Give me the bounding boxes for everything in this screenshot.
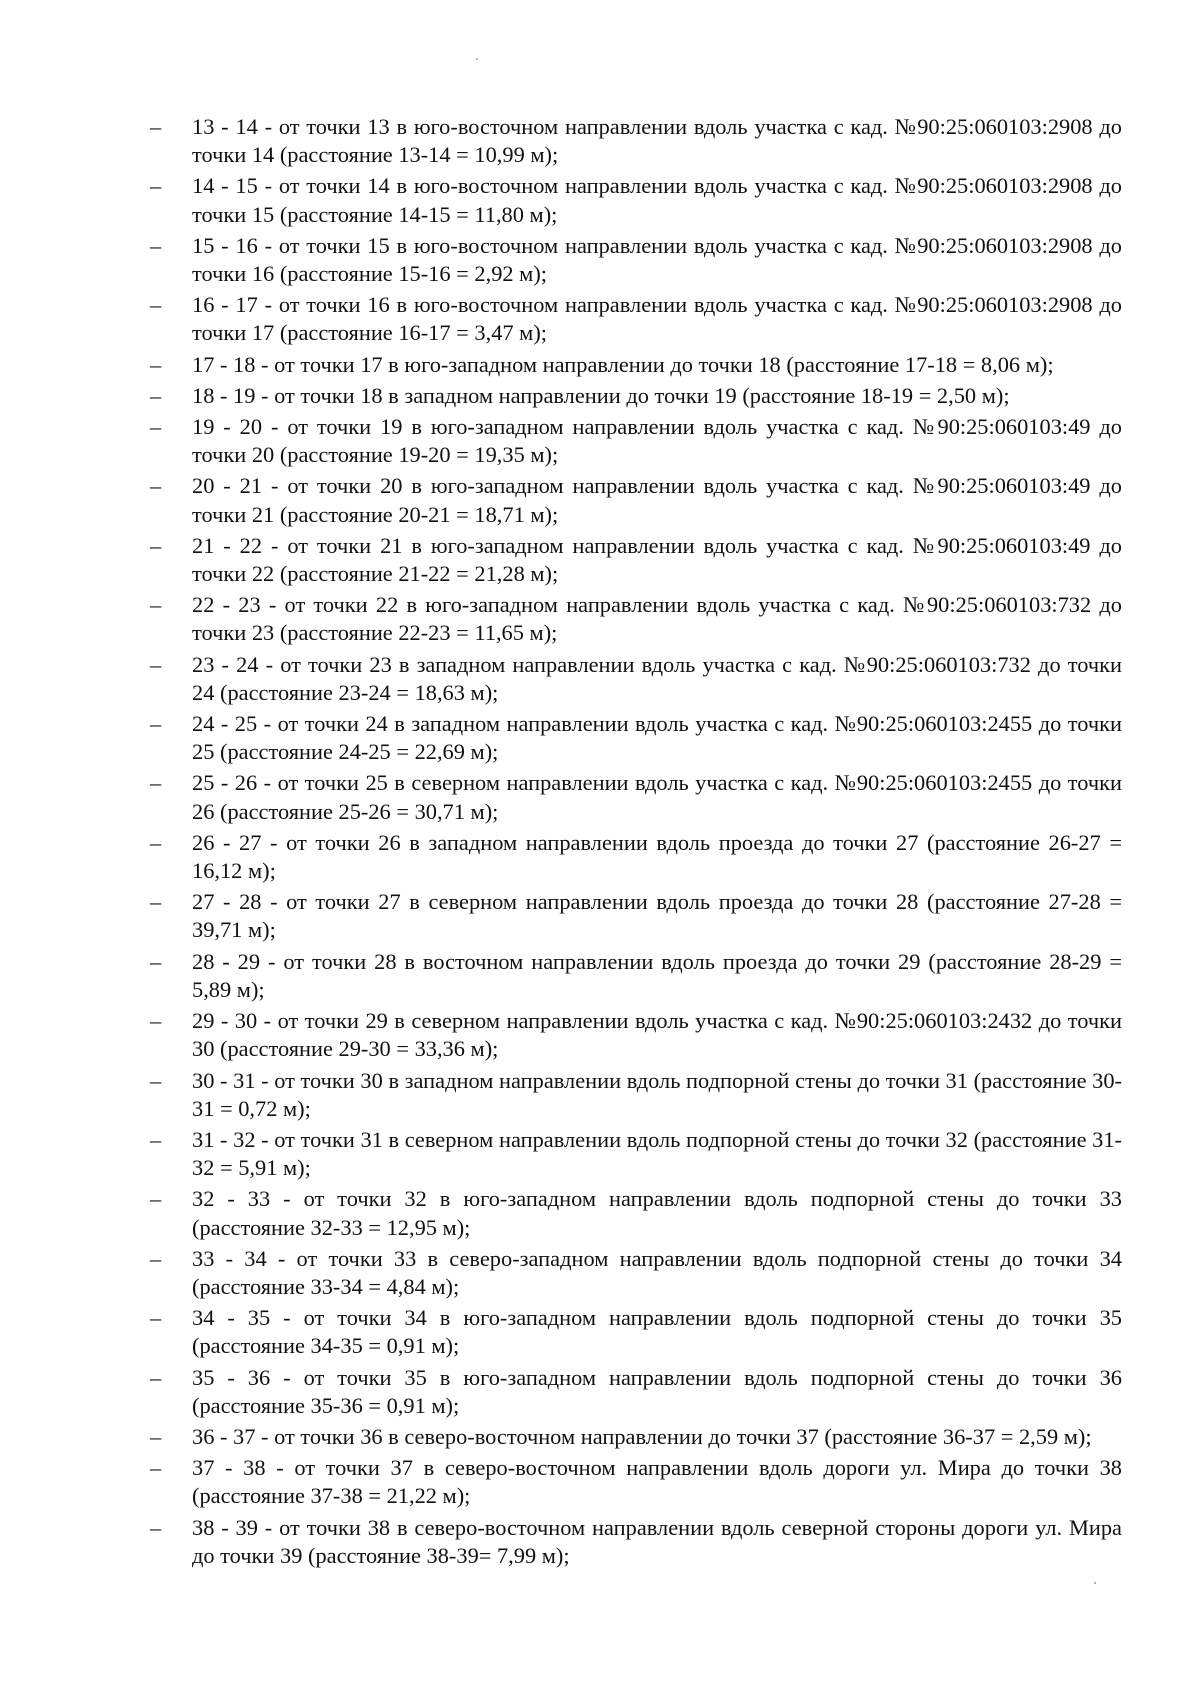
list-item [150,1007,1122,1063]
list-item-text: 20 - 21 - от точки 20 в юго-западном направлении вдоль участка с кад. №90:25:060103:49 до точки 21 (расстояние 20-21 = 18,71 м); [192,473,1122,527]
list-item [150,829,1122,885]
list-item-text: 32 - 33 - от точки 32 в юго-западном направлении вдоль подпорной стены до точки 33 (расстояние 32-33 = 12,95 м); [192,1186,1122,1240]
list-item-text: 26 - 27 - от точки 26 в западном направлении вдоль проезда до точки 27 (расстояние 26-27 = 16,12 м); [192,829,1122,884]
list-dash: – [150,473,162,499]
list-item [150,769,1122,825]
list-item-text: 22 - 23 - от точки 22 в юго-западном направлении вдоль участка с кад. №90:25:060103:732 до точки 23 (расстояние 22-23 = 11,65 м); [192,592,1122,646]
list-item-text: 25 - 26 - от точки 25 в северном направлении вдоль участка с кад. №90:25:060103:2455 до точки 26 (расстояние 25-26 = 30,71 м); [192,770,1122,824]
list-dash: – [150,1186,162,1212]
list-item-text: 37 - 38 - от точки 37 в северо-восточном направлении вдоль дороги ул. Мира до точки 38 (расстояние 37-38 = 21,22 м); [192,1455,1122,1509]
list-item [150,948,1122,1004]
list-item-text: 33 - 34 - от точки 33 в северо-западном направлении вдоль подпорной стены до точки 34 (расстояние 33-34 = 4,84 м); [192,1245,1122,1299]
list-dash: – [150,1008,162,1034]
list-item [150,1245,1122,1301]
list-item [150,1364,1122,1420]
list-item [150,591,1122,647]
list-item-text: 28 - 29 - от точки 28 в восточном направлении вдоль проезда до точки 29 (расстояние 28-29 = 5,89 м); [192,948,1122,1002]
list-item-text: 14 - 15 - от точки 14 в юго-восточном направлении вдоль участка с кад. №90:25:060103:2908 до точки 15 (расстояние 14-15 = 11,80 м); [192,173,1122,227]
list-dash: – [150,382,162,408]
list-item-text: 21 - 22 - от точки 21 в юго-западном направлении вдоль участка с кад. №90:25:060103:49 до точки 22 (расстояние 21-22 = 21,28 м); [192,532,1122,587]
list-item [150,1423,1122,1451]
list-item-text: 27 - 28 - от точки 27 в северном направлении вдоль проезда до точки 28 (расстояние 27-28 = 39,71 м); [192,889,1122,943]
boundary-description-list [150,113,1122,1573]
list-item-text: 30 - 31 - от точки 30 в западном направлении вдоль подпорной стены до точки 31 (расстояние 30-31 = 0,72 м); [192,1067,1122,1121]
list-item-text: 31 - 32 - от точки 31 в северном направлении вдоль подпорной стены до точки 32 (расстояние 31-32 = 5,91 м); [192,1126,1122,1181]
list-dash: – [150,770,162,796]
list-dash: – [150,1423,162,1449]
list-item [150,172,1122,228]
list-item [150,472,1122,528]
list-item-text: 16 - 17 - от точки 16 в юго-восточном направлении вдоль участка с кад. №90:25:060103:2908 до точки 17 (расстояние 16-17 = 3,47 м); [192,292,1122,346]
list-dash: – [150,651,162,677]
list-dash: – [150,889,162,915]
list-item [150,413,1122,469]
list-dash: – [150,532,162,558]
list-dash: – [150,592,162,618]
list-dash: – [150,351,162,377]
list-dash: – [150,114,162,139]
list-dash: – [150,1067,162,1093]
list-item-text: 36 - 37 - от точки 36 в северо-восточном направлении до точки 37 (расстояние 36-37 = 2,59 м); [192,1423,1092,1449]
list-item [150,1454,1122,1510]
list-dash: – [150,232,162,258]
list-item-text: 17 - 18 - от точки 17 в юго-западном направлении до точки 18 (расстояние 17-18 = 8,06 м); [192,351,1054,377]
list-dash: – [150,829,162,855]
list-dash: – [150,1514,162,1540]
list-dash: – [150,173,162,199]
list-item [150,1185,1122,1241]
list-item-text: 35 - 36 - от точки 35 в юго-западном направлении вдоль подпорной стены до точки 36 (расстояние 35-36 = 0,91 м); [192,1364,1122,1418]
list-item [150,1067,1122,1123]
list-item-text: 18 - 19 - от точки 18 в западном направлении до точки 19 (расстояние 18-19 = 2,50 м); [192,382,1010,408]
list-item [150,1126,1122,1182]
list-dash: – [150,292,162,318]
list-item-text: 15 - 16 - от точки 15 в юго-восточном направлении вдоль участка с кад. №90:25:060103:2908 до точки 16 (расстояние 15-16 = 2,92 м); [192,232,1122,287]
list-item [150,232,1122,288]
list-item [150,1304,1122,1360]
list-item [150,651,1122,707]
list-dash: – [150,1245,162,1271]
list-dash: – [150,1364,162,1390]
list-item-text: 34 - 35 - от точки 34 в юго-западном направлении вдоль подпорной стены до точки 35 (расстояние 34-35 = 0,91 м); [192,1305,1122,1359]
list-item-text: 29 - 30 - от точки 29 в северном направлении вдоль участка с кад. №90:25:060103:2432 до точки 30 (расстояние 29-30 = 33,36 м); [192,1008,1122,1062]
list-dash: – [150,1126,162,1152]
list-item [150,291,1122,347]
list-item-text: 38 - 39 - от точки 38 в северо-восточном направлении вдоль северной стороны дороги ул. Мира до точки 39 (расстояние 38-39= 7,99 м); [192,1514,1122,1568]
list-item [150,1514,1122,1570]
list-item [150,113,1122,169]
list-item-text: 13 - 14 - от точки 13 в юго-восточном направлении вдоль участка с кад. №90:25:060103:2908 до точки 14 (расстояние 13-14 = 10,99 м); [192,114,1122,168]
list-dash: – [150,711,162,737]
list-dash: – [150,1455,162,1481]
list-item [150,888,1122,944]
scan-speck [476,58,478,60]
list-item [150,351,1122,379]
list-item-text: 19 - 20 - от точки 19 в юго-западном направлении вдоль участка с кад. №90:25:060103:49 до точки 20 (расстояние 19-20 = 19,35 м); [192,414,1122,468]
scan-speck [1094,1582,1096,1584]
list-item [150,382,1122,410]
list-item [150,710,1122,766]
list-dash: – [150,948,162,974]
list-dash: – [150,414,162,440]
list-dash: – [150,1305,162,1331]
list-item-text: 24 - 25 - от точки 24 в западном направлении вдоль участка с кад. №90:25:060103:2455 до точки 25 (расстояние 24-25 = 22,69 м); [192,711,1122,765]
list-item [150,532,1122,588]
list-item-text: 23 - 24 - от точки 23 в западном направлении вдоль участка с кад. №90:25:060103:732 до точки 24 (расстояние 23-24 = 18,63 м); [192,651,1122,705]
